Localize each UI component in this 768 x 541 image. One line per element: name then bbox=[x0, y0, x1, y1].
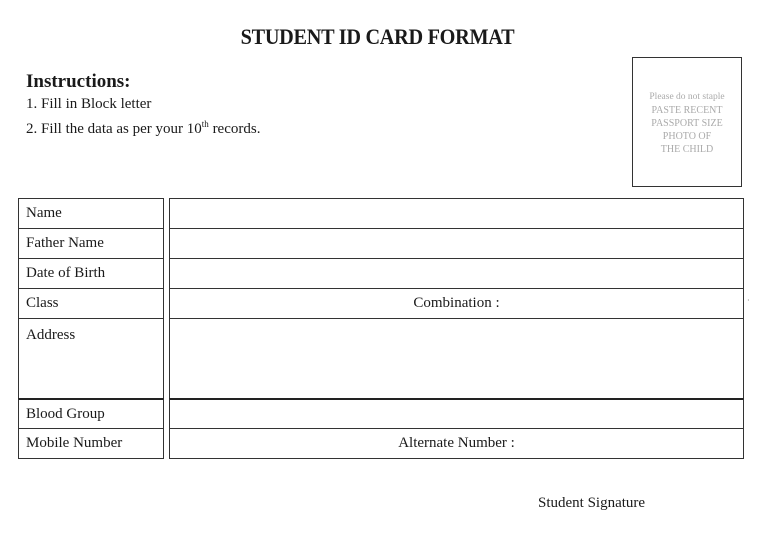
mobile-number-label: Mobile Number bbox=[18, 428, 164, 459]
photo-text-line-4: PHOTO OF bbox=[662, 131, 712, 142]
father-name-field[interactable] bbox=[169, 228, 744, 259]
dob-label: Date of Birth bbox=[18, 258, 164, 289]
photo-text-line-3: PASSPORT SIZE bbox=[651, 118, 723, 129]
instruction-line-1: 1. Fill in Block letter bbox=[26, 96, 152, 112]
page-title: STUDENT ID CARD FORMAT bbox=[240, 24, 515, 49]
photo-note: Please do not staple bbox=[649, 92, 725, 102]
instructions-heading: Instructions: bbox=[26, 71, 131, 92]
father-name-label: Father Name bbox=[18, 228, 164, 259]
photo-text-line-5: THE CHILD bbox=[660, 144, 714, 155]
name-label: Name bbox=[18, 198, 164, 229]
blood-group-field[interactable] bbox=[169, 398, 744, 429]
photo-box[interactable] bbox=[632, 57, 742, 187]
name-field[interactable] bbox=[169, 198, 744, 229]
blood-group-label: Blood Group bbox=[18, 398, 164, 429]
combination-label: Combination : bbox=[413, 295, 500, 311]
student-signature-label: Student Signature bbox=[538, 495, 646, 511]
alternate-number-label: Alternate Number : bbox=[398, 435, 515, 451]
class-label: Class bbox=[18, 288, 164, 319]
stray-mark: · bbox=[747, 296, 750, 305]
instruction-line-2-prefix: 2. Fill the data as per your 10 bbox=[26, 121, 202, 137]
instruction-line-2-suffix: records. bbox=[208, 121, 261, 137]
instruction-line-2 bbox=[26, 119, 260, 138]
alternate-number-field[interactable] bbox=[169, 428, 744, 459]
photo-text-line-2: PASTE RECENT bbox=[651, 105, 723, 116]
address-label: Address bbox=[18, 318, 164, 400]
instruction-line-2-sup: th bbox=[201, 119, 209, 129]
address-field[interactable] bbox=[169, 318, 744, 400]
dob-field[interactable] bbox=[169, 258, 744, 289]
combination-field[interactable] bbox=[169, 288, 744, 319]
